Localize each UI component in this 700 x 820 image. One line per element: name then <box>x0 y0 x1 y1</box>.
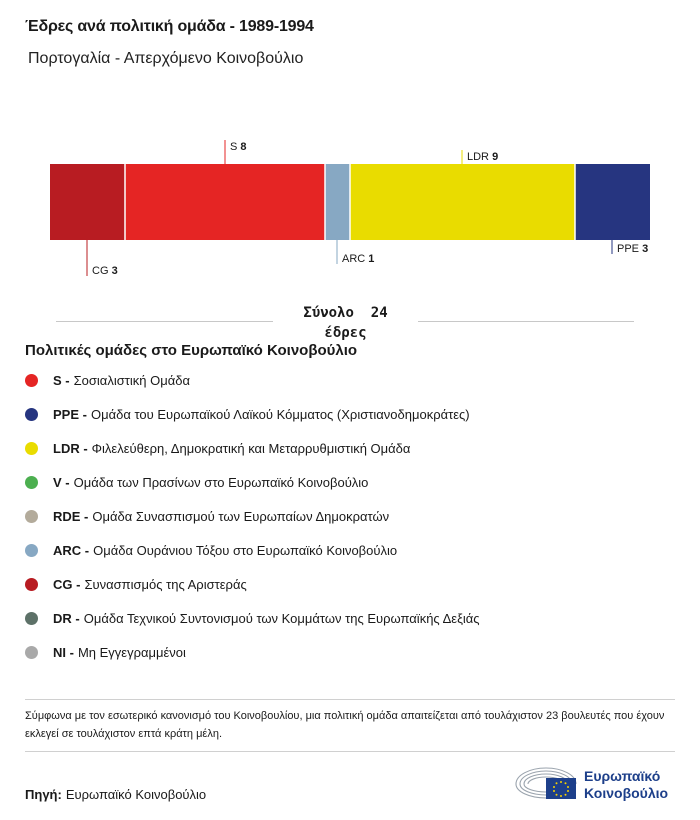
legend-abbr: S - <box>53 372 70 388</box>
segment-label-arc: ARC 1 <box>342 253 375 265</box>
logo-line-1: Ευρωπαϊκό <box>584 768 661 784</box>
bar-segment-arc <box>325 164 350 240</box>
total-seats-line1: Σύνολο 24 <box>303 305 388 321</box>
total-divider-left <box>56 321 273 322</box>
legend-abbr: PPE - <box>53 406 87 422</box>
legend-color-dot <box>25 408 38 421</box>
note-divider-top <box>25 699 675 700</box>
segment-label-ppe: PPE 3 <box>617 243 649 255</box>
logo-wordmark <box>584 768 668 802</box>
european-parliament-logo-icon <box>512 762 580 802</box>
legend-color-dot <box>25 476 38 489</box>
total-divider-right <box>418 321 634 322</box>
legend-description: Συνασπισμός της Αριστεράς <box>84 576 247 592</box>
total-seats <box>0 300 700 342</box>
legend-description: Ομάδα των Πρασίνων στο Ευρωπαϊκό Κοινοβούλιο <box>73 474 369 490</box>
legend-abbr: V - <box>53 474 70 490</box>
european-parliament-logo <box>512 762 677 802</box>
legend-color-dot <box>25 578 38 591</box>
bar-segment-cg <box>50 164 125 240</box>
legend-item-cg <box>25 574 247 594</box>
legend-color-dot <box>25 612 38 625</box>
legend-abbr: NI - <box>53 644 74 660</box>
legend-abbr: RDE - <box>53 508 89 524</box>
bar-segment-ldr <box>350 164 575 240</box>
legend-item-arc <box>25 540 397 560</box>
legend-color-dot <box>25 646 38 659</box>
source <box>25 787 206 802</box>
legend-item-dr <box>25 608 480 628</box>
legend-item-ppe <box>25 404 470 424</box>
legend-description: Φιλελεύθερη, Δημοκρατική και Μεταρρυθμιστική Ομάδα <box>91 440 411 456</box>
legend-abbr: DR - <box>53 610 80 626</box>
legend-item-ni <box>25 642 186 662</box>
legend-title: Πολιτικές ομάδες στο Ευρωπαϊκό Κοινοβούλιο <box>25 342 358 359</box>
legend-item-v <box>25 472 368 492</box>
legend-abbr: ARC - <box>53 542 90 558</box>
legend-description: Ομάδα Συνασπισμού των Ευρωπαίων Δημοκρατών <box>92 508 390 524</box>
legend-abbr: LDR - <box>53 440 88 456</box>
legend-description: Ομάδα Τεχνικού Συντονισμού των Κομμάτων της Ευρωπαϊκής Δεξιάς <box>83 610 480 626</box>
chart-title: Έδρες ανά πολιτική ομάδα - 1989-1994 <box>25 18 314 35</box>
source-label: Πηγή: <box>25 787 62 802</box>
legend-color-dot <box>25 510 38 523</box>
legend-item-ldr <box>25 438 410 458</box>
legend-description: Ομάδα του Ευρωπαϊκού Λαϊκού Κόμματος (Χριστιανοδημοκράτες) <box>90 406 470 422</box>
segment-label-s: S 8 <box>230 141 247 153</box>
note-divider-bottom <box>25 751 675 752</box>
source-value: Ευρωπαϊκό Κοινοβούλιο <box>65 787 207 802</box>
legend-color-dot <box>25 544 38 557</box>
stacked-seat-bar <box>0 130 700 285</box>
legend-item-rde <box>25 506 389 526</box>
total-seats-label <box>273 303 418 343</box>
logo-line-2: Κοινοβούλιο <box>584 785 669 801</box>
bar-segment-s <box>125 164 325 240</box>
legend-item-s <box>25 370 190 390</box>
legend-color-dot <box>25 442 38 455</box>
legend-abbr: CG - <box>53 576 81 592</box>
bar-segment-ppe <box>575 164 650 240</box>
footnote: Σύμφωνα με τον εσωτερικό κανονισμό του Κοινοβουλίου, μια πολιτική ομάδα απαιτείζεται από τουλάχιστον 23 βουλευτές που έχουν εκλεγεί σε τουλάχιστον επτά κράτη μέλη. <box>25 710 665 740</box>
segment-label-cg: CG 3 <box>92 265 118 277</box>
legend-description: Μη Εγγεγραμμένοι <box>77 644 186 660</box>
total-seats-line2: έδρες <box>324 325 367 341</box>
segment-label-ldr: LDR 9 <box>467 151 499 163</box>
legend-description: Σοσιαλιστική Ομάδα <box>73 372 190 388</box>
legend-color-dot <box>25 374 38 387</box>
legend-description: Ομάδα Ουράνιου Τόξου στο Ευρωπαϊκό Κοινοβούλιο <box>93 542 398 558</box>
chart-subtitle: Πορτογαλία - Απερχόμενο Κοινοβούλιο <box>28 50 304 67</box>
